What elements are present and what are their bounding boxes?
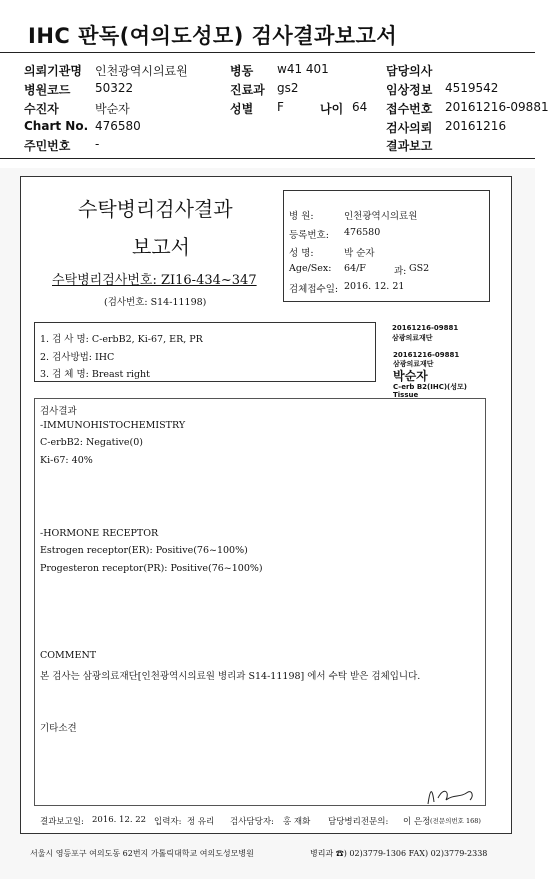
ihc-line-ki67: Ki-67: 40% <box>40 455 93 466</box>
tester-name: 홍 재화 <box>283 817 311 827</box>
stamp-org-1: 삼광의료재단 <box>392 334 433 342</box>
hormone-line-er: Estrogen receptor(ER): Positive(76~100%) <box>40 545 248 556</box>
label-receipt-no: 접수번호 <box>386 102 433 116</box>
report-date-label: 결과보고일: <box>40 817 84 827</box>
comment-heading: COMMENT <box>40 650 97 661</box>
pathologist-name: 이 은정 <box>403 817 431 827</box>
ihc-heading: -IMMUNOHISTOCHEMISTRY <box>40 420 186 431</box>
value-resident-no: - <box>95 137 100 151</box>
dept-label: 과: <box>394 266 407 277</box>
reg-value: 476580 <box>344 227 381 238</box>
value-sex: F <box>277 100 284 114</box>
value-receipt-no: 20161216-09881 <box>445 100 549 114</box>
hospital-value: 인천광역시의료원 <box>344 211 418 222</box>
value-age: 64 <box>352 100 368 114</box>
hormone-line-pr: Progesteron receptor(PR): Positive(76~100%) <box>40 563 263 574</box>
report-title-2: 보고서 <box>132 235 190 259</box>
label-resident-no: 주민번호 <box>24 139 71 153</box>
header-bottom-divider <box>0 158 535 159</box>
label-ward: 병동 <box>230 64 254 78</box>
report-title: 수탁병리검사결과 <box>78 197 233 221</box>
dept-value: GS2 <box>409 263 430 274</box>
header-top-divider <box>0 52 535 53</box>
hormone-heading: -HORMONE RECEPTOR <box>40 528 159 539</box>
stamp-number-1: 20161216-09881 <box>392 324 459 332</box>
report-number: 수탁병리검사번호: ZI16-434~347 <box>52 273 257 288</box>
test-item-specimen: 3. 검 체 명: Breast right <box>40 369 150 380</box>
contact: 병리과 ☎) 02)3779-1306 FAX) 02)3779-2338 <box>310 849 488 858</box>
reg-label: 등록번호: <box>289 230 329 241</box>
value-department: gs2 <box>277 81 299 95</box>
label-doctor: 담당의사 <box>386 64 433 78</box>
test-item-method: 2. 검사방법: IHC <box>40 352 115 363</box>
entry-label: 입력자: <box>154 817 182 827</box>
value-patient: 박순자 <box>95 102 130 116</box>
value-chart-no: 476580 <box>95 119 141 133</box>
value-request-date: 20161216 <box>445 119 507 133</box>
label-request-date: 검사의뢰 <box>386 121 433 135</box>
date-value: 2016. 12. 21 <box>344 281 405 292</box>
tester-label: 검사담당자: <box>230 817 274 827</box>
agesex-label: Age/Sex: <box>289 263 332 274</box>
value-ward: w41 401 <box>277 62 329 76</box>
label-clinical-info: 임상정보 <box>386 83 433 97</box>
result-heading: 검사결과 <box>40 406 77 417</box>
entry-name: 정 유리 <box>187 817 215 827</box>
value-clinical-info: 4519542 <box>445 81 499 95</box>
value-hospital-code: 50322 <box>95 81 134 95</box>
label-department: 진료과 <box>230 83 265 97</box>
pathologist-label: 담당병리전문의: <box>328 817 389 827</box>
page-title: IHC 판독(여의도성모) 검사결과보고서 <box>28 24 398 48</box>
test-item-name: 1. 검 사 명: C-erbB2, Ki-67, ER, PR <box>40 334 203 345</box>
address: 서울시 영등포구 여의도동 62번지 가톨릭대학교 여의도성모병원 <box>30 849 254 858</box>
name-label: 성 명: <box>289 248 314 259</box>
label-result-report: 결과보고 <box>386 139 433 153</box>
sub-number: (검사번호: S14-11198) <box>104 297 207 308</box>
pathologist-license: (전문의번호 168) <box>430 817 481 825</box>
results-box <box>34 398 486 806</box>
label-institution: 의뢰기관명 <box>24 64 82 78</box>
stamp-test: C-erb B2(IHC)(성모) <box>393 383 467 391</box>
comment-text: 본 검사는 삼광의료재단[인천광역시의료원 병리과 S14-11198] 에서 수탁 받은 검체입니다. <box>40 671 421 682</box>
agesex-value: 64/F <box>344 263 366 274</box>
stamp-tissue: Tissue <box>393 391 419 399</box>
label-chart-no: Chart No. <box>24 119 89 133</box>
name-value: 박 순자 <box>344 248 375 259</box>
stamp-patient-name: 박순자 <box>393 369 428 383</box>
hospital-label: 병 원: <box>289 211 314 222</box>
signature <box>420 780 480 810</box>
ihc-line-cerbb2: C-erbB2: Negative(0) <box>40 437 143 448</box>
stamp-org-2: 삼광의료재단 <box>393 360 434 368</box>
label-sex: 성별 <box>230 102 254 116</box>
label-patient: 수진자 <box>24 102 59 116</box>
label-hospital-code: 병원코드 <box>24 83 71 97</box>
date-label: 검체접수일: <box>289 284 339 295</box>
other-heading: 기타소견 <box>40 723 77 734</box>
value-institution: 인천광역시의료원 <box>95 64 188 78</box>
stamp-number-2: 20161216-09881 <box>393 351 460 359</box>
label-age: 나이 <box>320 102 344 116</box>
report-date: 2016. 12. 22 <box>92 815 147 825</box>
